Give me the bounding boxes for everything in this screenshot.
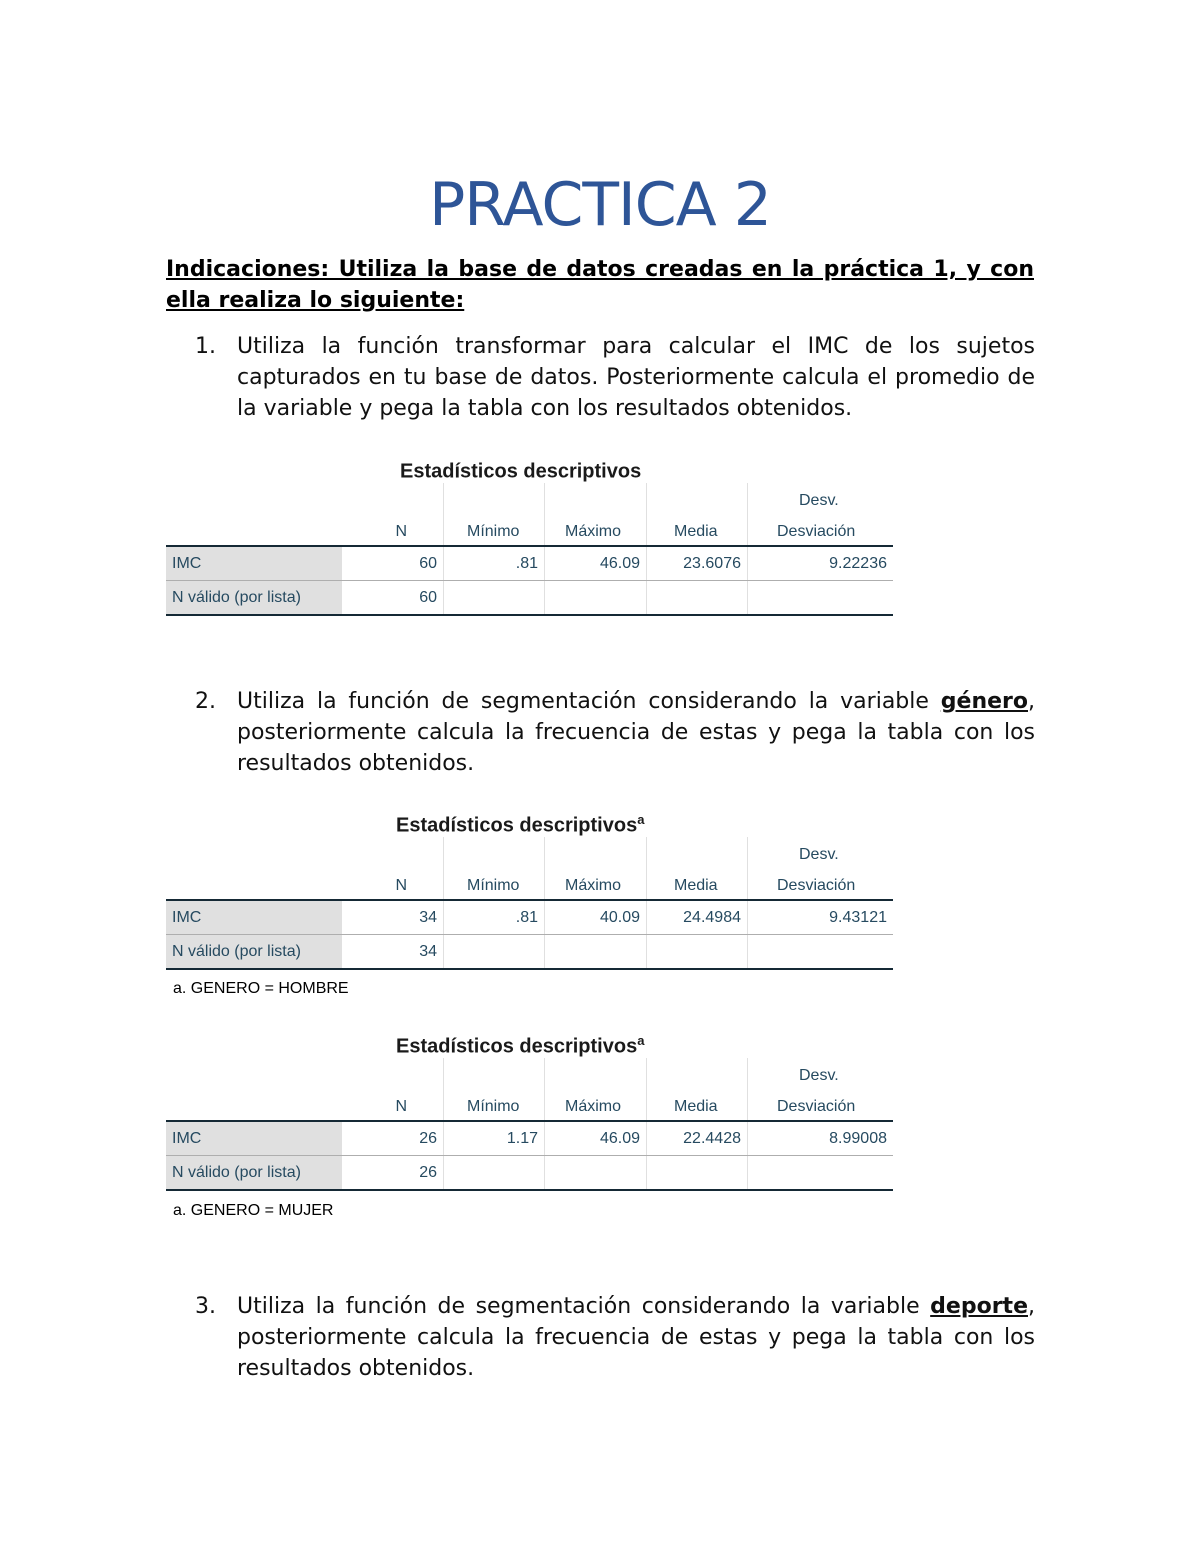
item-text: Utiliza la función de segmentación considerando la variable deporte, posteriormente calcula la frecuencia de estas y pega la tabla con los resultados obtenidos. <box>237 1294 1035 1381</box>
cell-mean: 22.4428 <box>646 1122 747 1155</box>
item-text: Utiliza la función de segmentación considerando la variable género, posteriormente calcula la frecuencia de estas y pega la tabla con los resultados obtenidos. <box>237 689 1035 776</box>
row-label: N válido (por lista) <box>166 935 342 968</box>
table-title: Estadísticos descriptivos$^a$ <box>396 812 645 837</box>
cell-sd: 9.22236 <box>747 547 893 580</box>
table-title: Estadísticos descriptivos <box>400 460 642 483</box>
table-footnote: a. GENERO = HOMBRE <box>173 980 349 997</box>
cell-sd <box>747 581 893 614</box>
col-sd-line1: Desv. <box>799 492 839 509</box>
cell-sd: 9.43121 <box>747 901 893 934</box>
descriptives-table-3 <box>166 1058 893 1191</box>
cell-sd: 8.99008 <box>747 1122 893 1155</box>
item-number: 1. <box>195 334 216 359</box>
col-min: Mínimo <box>467 1098 520 1115</box>
table-row <box>166 547 893 581</box>
table-header <box>166 1058 893 1122</box>
item-number: 2. <box>195 689 216 714</box>
descriptives-table-1 <box>166 483 893 616</box>
cell-mean <box>646 581 747 614</box>
page-title: PRACTICA 2 <box>429 170 771 240</box>
col-sd-line1: Desv. <box>799 1067 839 1084</box>
cell-max <box>544 1156 646 1189</box>
col-sd-line2: Desviación <box>777 523 856 540</box>
table-row <box>166 1122 893 1156</box>
cell-max <box>544 581 646 614</box>
table-row <box>166 1156 893 1191</box>
cell-mean <box>646 935 747 968</box>
item-number: 3. <box>195 1294 216 1319</box>
table-header <box>166 483 893 547</box>
cell-max: 40.09 <box>544 901 646 934</box>
cell-n: 26 <box>419 1130 437 1147</box>
col-max: Máximo <box>565 1098 622 1115</box>
cell-min: 1.17 <box>443 1122 544 1155</box>
col-sd-line2: Desviación <box>777 1098 856 1115</box>
cell-max: 46.09 <box>544 547 646 580</box>
col-mean: Media <box>674 523 718 540</box>
cell-mean: 23.6076 <box>646 547 747 580</box>
cell-min <box>443 581 544 614</box>
item-text: Utiliza la función transformar para calcular el IMC de los sujetos capturados en tu base de datos. Posteriormente calcula el promedio de la variable y pega la tabla con los resultados obtenidos. <box>237 334 1035 421</box>
cell-n: 60 <box>419 555 437 572</box>
row-label: IMC <box>166 1122 342 1155</box>
row-label: IMC <box>166 901 342 934</box>
row-label: N válido (por lista) <box>166 1156 342 1189</box>
cell-mean: 24.4984 <box>646 901 747 934</box>
list-item-3 <box>195 1291 1035 1384</box>
col-sd-line2: Desviación <box>777 877 856 894</box>
col-n: N <box>395 877 407 894</box>
cell-max <box>544 935 646 968</box>
table-title: Estadísticos descriptivos$^a$ <box>396 1033 645 1058</box>
row-label: IMC <box>166 547 342 580</box>
table-row <box>166 901 893 935</box>
keyword: deporte <box>930 1294 1028 1319</box>
cell-sd <box>747 1156 893 1189</box>
instructions: Indicaciones: Utiliza la base de datos creadas en la práctica 1, y con ella realiza lo siguiente: <box>166 257 1034 313</box>
cell-n: 34 <box>419 943 437 960</box>
table-row <box>166 935 893 970</box>
cell-n: 60 <box>419 589 437 606</box>
col-mean: Media <box>674 1098 718 1115</box>
cell-sd <box>747 935 893 968</box>
descriptives-table-2 <box>166 837 893 970</box>
table-footnote: a. GENERO = MUJER <box>173 1202 334 1219</box>
col-n: N <box>395 523 407 540</box>
table-row <box>166 581 893 616</box>
table-header <box>166 837 893 901</box>
col-max: Máximo <box>565 523 622 540</box>
cell-max: 46.09 <box>544 1122 646 1155</box>
cell-min: .81 <box>443 547 544 580</box>
cell-mean <box>646 1156 747 1189</box>
cell-n: 26 <box>419 1164 437 1181</box>
cell-min <box>443 1156 544 1189</box>
list-item-1 <box>195 331 1035 424</box>
cell-n: 34 <box>419 909 437 926</box>
col-sd-line1: Desv. <box>799 846 839 863</box>
col-mean: Media <box>674 877 718 894</box>
list-item-2 <box>195 686 1035 779</box>
cell-min <box>443 935 544 968</box>
col-n: N <box>395 1098 407 1115</box>
col-min: Mínimo <box>467 523 520 540</box>
cell-min: .81 <box>443 901 544 934</box>
keyword: género <box>940 689 1028 714</box>
row-label: N válido (por lista) <box>166 581 342 614</box>
col-min: Mínimo <box>467 877 520 894</box>
col-max: Máximo <box>565 877 622 894</box>
